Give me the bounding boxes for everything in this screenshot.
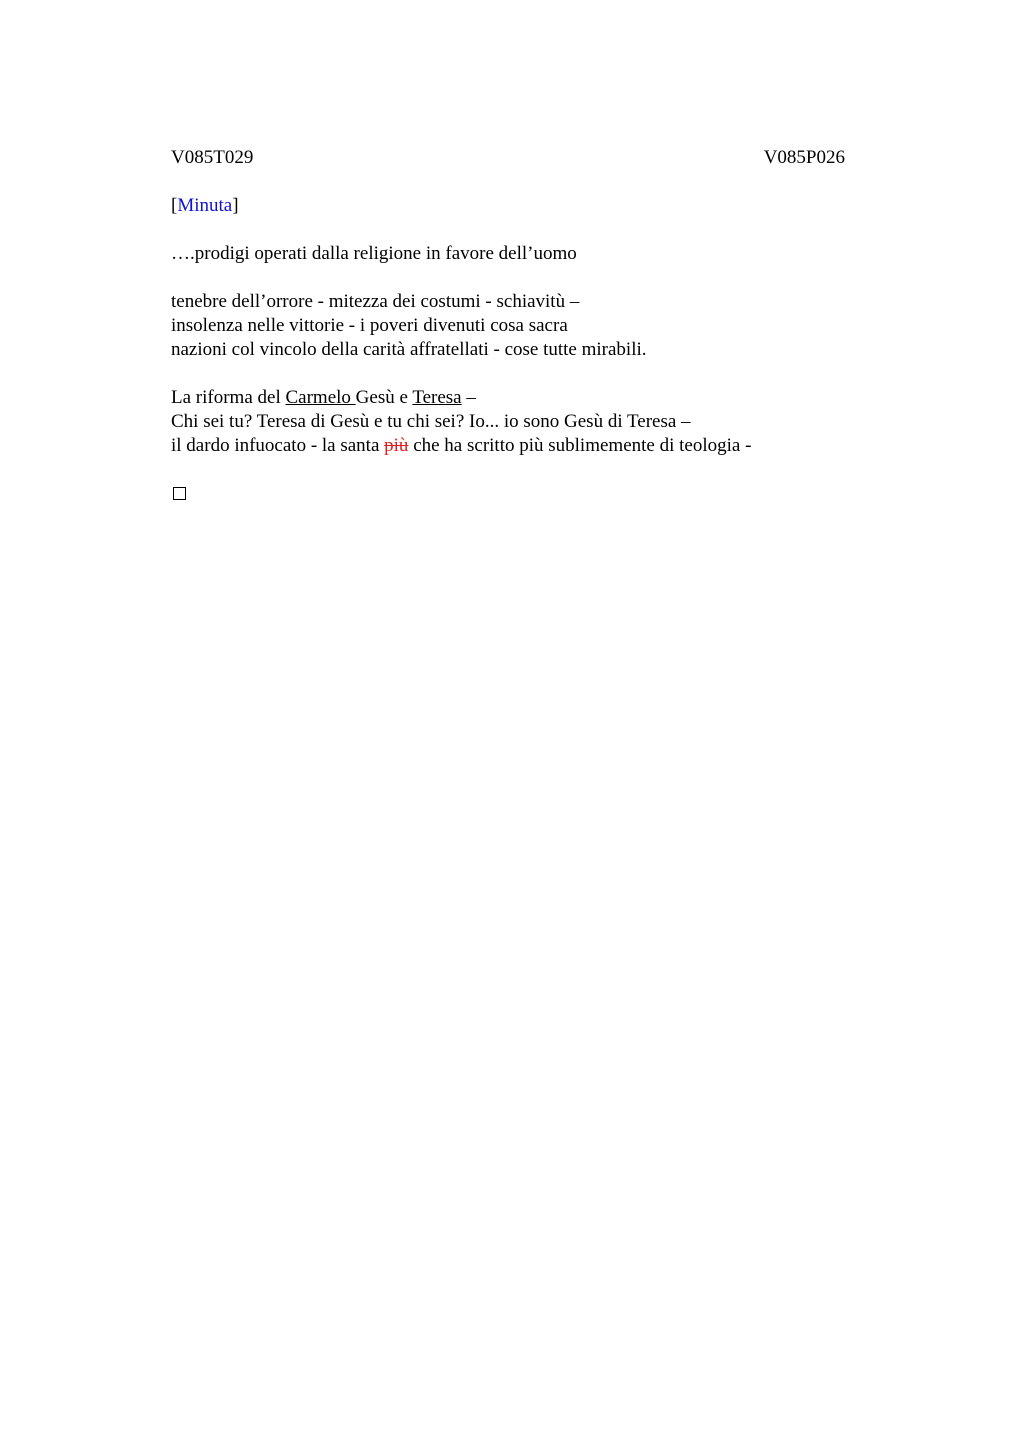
text-segment: il dardo infuocato - la santa	[171, 435, 385, 456]
underlined-teresa: Teresa	[412, 387, 462, 408]
paragraph-1-line-1: ….prodigi operati dalla religione in favore dell’uomo	[171, 243, 577, 264]
text-segment: La riforma del	[171, 387, 286, 408]
document-code-left: V085T029	[171, 147, 254, 168]
underlined-carmelo: Carmelo	[285, 387, 356, 408]
label-bracket-open: [	[171, 195, 178, 216]
label-bracket-close: ]	[232, 195, 239, 216]
end-marker	[171, 482, 845, 506]
document-header	[171, 146, 845, 170]
document-code-right: V085P026	[763, 147, 845, 168]
paragraph-3-line-1	[171, 386, 845, 410]
paragraph-3-line-2: Chi sei tu? Teresa di Gesù e tu chi sei? Io... io sono Gesù di Teresa –	[171, 411, 691, 432]
text-segment: che ha scritto più sublimemente di teologia -	[408, 435, 752, 456]
paragraph-3	[171, 386, 845, 458]
label-minuta: Minuta	[177, 195, 233, 216]
paragraph-2-line-2: insolenza nelle vittorie - i poveri divenuti cosa sacra	[171, 315, 568, 336]
text-segment: –	[461, 387, 476, 408]
paragraph-2-line-3: nazioni col vincolo della carità affratellati - cose tutte mirabili.	[171, 339, 647, 360]
document-label	[171, 194, 845, 218]
square-icon	[173, 487, 186, 500]
text-segment: Gesù e	[355, 387, 413, 408]
struck-deletion: più	[384, 435, 409, 456]
paragraph-2	[171, 290, 845, 362]
paragraph-3-line-3	[171, 434, 845, 458]
document-page	[171, 146, 845, 506]
paragraph-2-line-1: tenebre dell’orrore - mitezza dei costumi - schiavitù –	[171, 291, 580, 312]
